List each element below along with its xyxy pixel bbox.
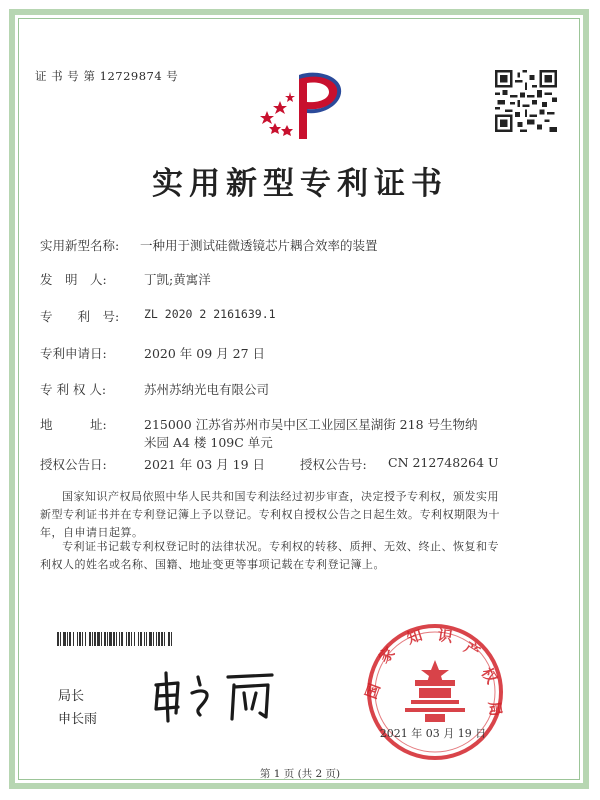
address-line-1: 215000 江苏省苏州市吴中区工业园区星湖街 218 号生物纳 <box>144 417 478 432</box>
svg-text:权: 权 <box>477 664 501 687</box>
seal-icon <box>355 620 515 770</box>
address-label: 地 址: <box>40 417 107 432</box>
body-para-1-line-1: 国家知识产权局依照中华人民共和国专利法经过初步审查，决定授予专利权，颁发实用 <box>62 490 499 503</box>
qr-code-icon <box>495 70 557 132</box>
grant-no-label: 授权公告号: <box>300 457 367 472</box>
svg-text:识: 识 <box>436 626 454 647</box>
grant-no-value: CN 212748264 U <box>388 455 499 470</box>
barcode-icon <box>57 632 261 646</box>
patent-no-label: 专 利 号: <box>40 309 120 324</box>
page-footer: 第 1 页 (共 2 页) <box>259 768 341 780</box>
name-value: 一种用于测试硅微透镜芯片耦合效率的装置 <box>140 238 378 253</box>
body-para-1-line-3: 年，自申请日起算。 <box>40 526 144 539</box>
svg-text:国: 国 <box>361 681 384 702</box>
apply-date-label: 专利申请日: <box>40 346 107 361</box>
inventor-label: 发 明 人: <box>40 272 107 287</box>
inventor-value: 丁凯;黄寓洋 <box>144 272 211 287</box>
apply-date-value: 2020 年 09 月 27 日 <box>144 346 265 361</box>
address-line-2: 米园 A4 楼 109C 单元 <box>144 435 273 450</box>
seal-date: 2021 年 03 月 19 日 <box>379 727 487 740</box>
svg-text:产: 产 <box>460 638 484 662</box>
name-label: 实用新型名称: <box>40 238 120 253</box>
svg-text:家: 家 <box>375 643 399 667</box>
owner-value: 苏州苏纳光电有限公司 <box>144 382 270 397</box>
patent-logo-icon <box>255 65 350 145</box>
director-name: 申长雨 <box>58 712 98 727</box>
body-para-1-line-2: 新型专利证书并在专利登记簿上予以登记。专利权自授权公告之日起生效。专利权期限为十 <box>40 508 500 521</box>
body-para-2-line-2: 利权人的姓名或名称、国籍、地址变更等事项记载在专利登记簿上。 <box>40 558 385 571</box>
svg-text:局: 局 <box>485 700 505 718</box>
body-para-2-line-1: 专利证书记载专利权登记时的法律状况。专利权的转移、质押、无效、终止、恢复和专 <box>62 540 499 553</box>
certificate-number: 证 书 号 第 12729874 号 <box>35 69 179 83</box>
patent-no-value: ZL 2020 2 2161639.1 <box>144 307 276 321</box>
director-title: 局长 <box>58 689 85 704</box>
signature-icon <box>148 665 278 725</box>
grant-date-label: 授权公告日: <box>40 457 107 472</box>
owner-label: 专 利 权 人: <box>40 382 107 397</box>
certificate-title: 实用新型专利证书 <box>152 166 448 202</box>
grant-date-value: 2021 年 03 月 19 日 <box>144 457 265 472</box>
svg-text:知: 知 <box>404 626 425 648</box>
